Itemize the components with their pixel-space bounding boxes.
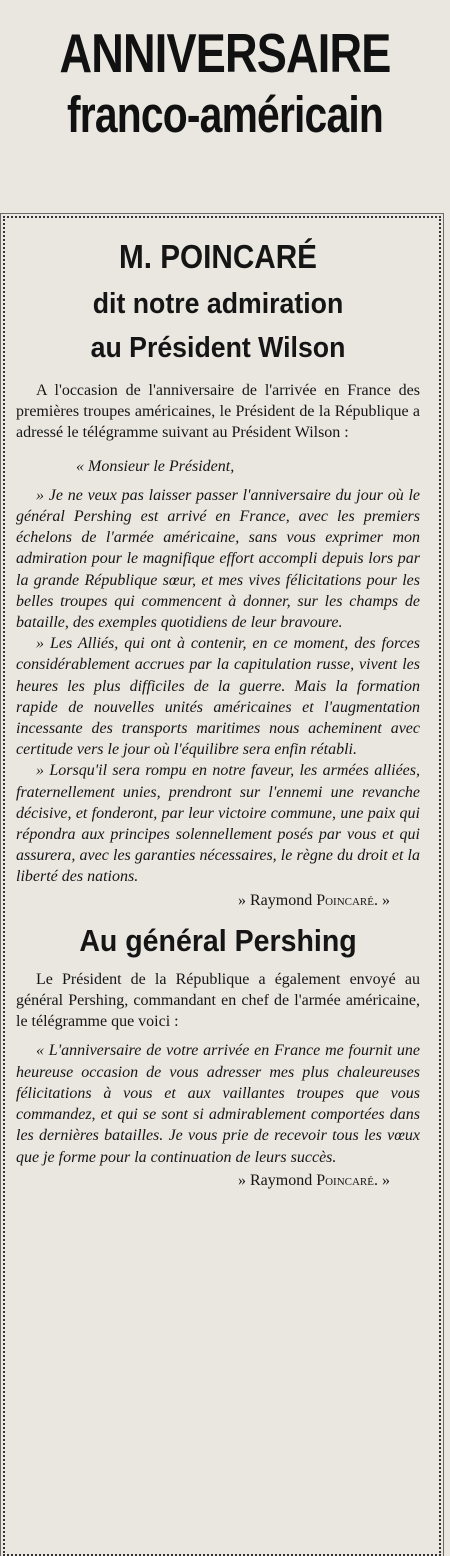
headline-line-1: ANNIVERSAIRE bbox=[59, 22, 391, 84]
article-intro-paragraph: A l'occasion de l'anniversaire de l'arrivée en France des premières troupes américaines, le Président de la République a adressé le télégramme suivant au Président Wilson : bbox=[16, 382, 420, 442]
signature-closing-mark: . » bbox=[374, 1171, 390, 1189]
signature-first-name: » Raymond bbox=[237, 1171, 317, 1189]
article-title-name: M. POINCARÉ bbox=[118, 238, 317, 275]
telegram-paragraph-1: » Je ne veux pas laisser passer l'anniversaire du jour où le général Pershing est arrivé en France, avec les premiers échelons de l'armée américaine, sans vous exprimer mon admiration pour le magnifique effort accompli depuis lors par la grande République sœur, et mes vives félicitations pour les belles troupes qui commencent à donner, sur les champs de bataille, des exemples quotidiens de leur bravoure. bbox=[16, 486, 420, 632]
signature-last-name: Poincaré bbox=[316, 891, 374, 909]
pershing-telegram-text: « L'anniversaire de votre arrivée en France me fournit une heureuse occasion de vous adresser mes plus chaleureuses félicitations à vous et aux vaillantes troupes que vous commandez, et qui se sont si admirablement comportées dans les dernières batailles. Je vous prie de recevoir tous les vœux que je forme pour la continuation de leurs succès. bbox=[16, 1042, 420, 1166]
signature-first-name: » Raymond bbox=[237, 891, 317, 909]
signature-last-name: Poincaré bbox=[316, 1171, 374, 1189]
signature-closing-mark: . » bbox=[374, 891, 390, 909]
pershing-telegram-signature bbox=[16, 1170, 420, 1191]
telegram-paragraph-2: » Les Alliés, qui ont à contenir, en ce moment, des forces considérablement accrues par la capitulation russe, vivent les heures les plus difficiles de la guerre. Mais la formation rapide de nouvelles unités américaines et l'augmentation incessante des transports maritimes nous acheminent avec certitude vers le jour où l'équilibre sera enfin rétabli. bbox=[16, 635, 420, 759]
headline-line-2: franco-américain bbox=[67, 86, 383, 143]
section-intro-paragraph: Le Président de la République a également envoyé au général Pershing, commandant en chef de l'armée américaine, le télégramme que voici : bbox=[16, 970, 420, 1031]
telegram-salutation: « Monsieur le Président, bbox=[76, 457, 235, 475]
telegram-paragraph-3: » Lorsqu'il sera rompu en notre faveur, les armées alliées, fraternellement unies, prendront sur l'ennemi une revanche décisive, et fonderont, par leur victoire commune, une paix qui répondra aux principes solennellement posés par vous et qui assurera, avec les garanties nécessaires, le règne du droit et la liberté des nations. bbox=[16, 762, 420, 886]
article-title-line-3: au Président Wilson bbox=[90, 332, 346, 364]
article-body bbox=[16, 236, 420, 1191]
article-title-line-2: dit notre admiration bbox=[92, 288, 344, 320]
telegram-signature bbox=[16, 890, 420, 911]
section-title-pershing: Au général Pershing bbox=[79, 922, 357, 958]
